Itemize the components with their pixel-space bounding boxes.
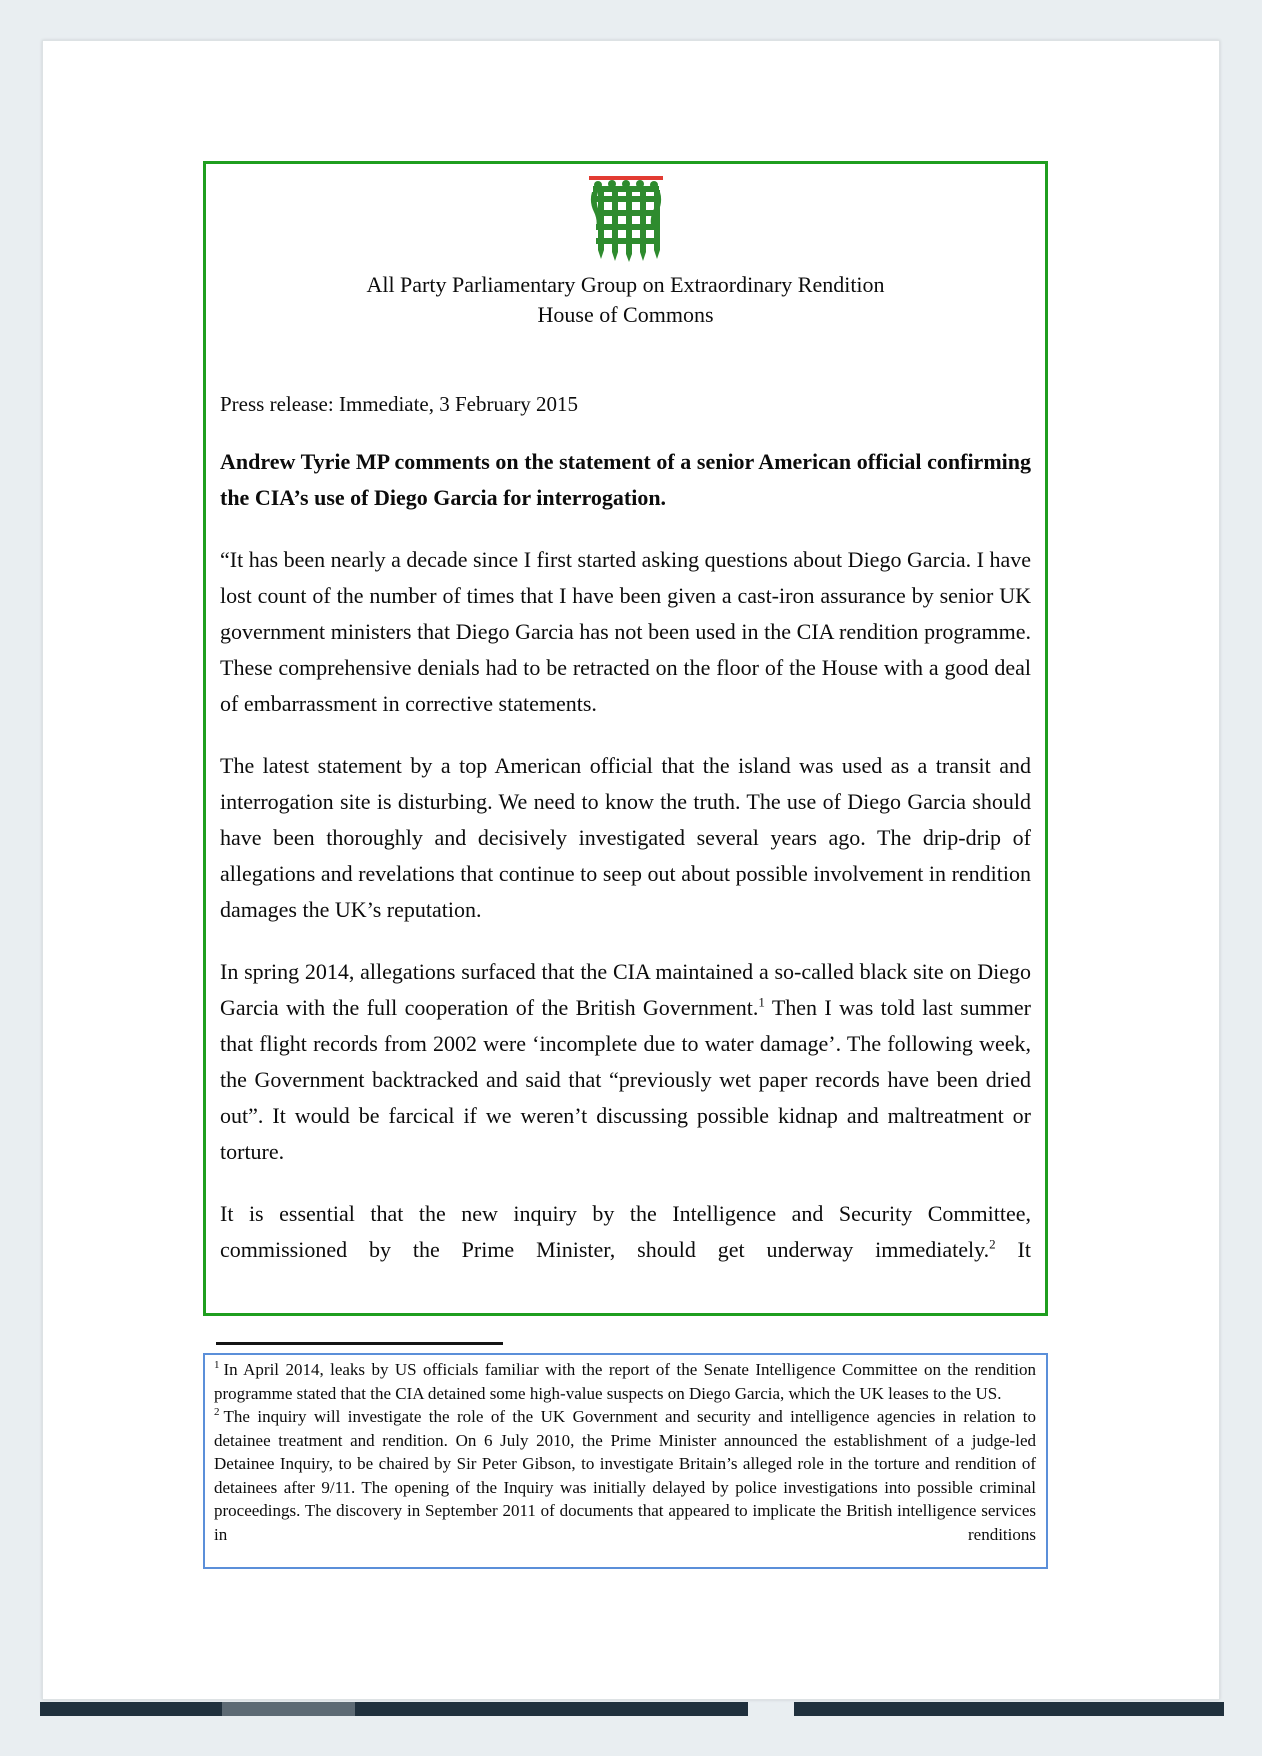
footnote-box [203,1353,1048,1569]
paragraph-text: It [995,1237,1031,1262]
green-border-frame [203,161,1048,1316]
portcullis-icon [590,180,662,262]
footnote-text-1: In April 2014, leaks by US officials familiar with the report of the Senate Intelligence Committee on the rendition programme stated that the CIA detained some high-value suspects on Diego Garcia, which the UK leases to the US. [214,1360,1036,1403]
body-paragraph-1: “It has been nearly a decade since I first started asking questions about Diego Garcia. I have lost count of the number of times that I have been given a cast-iron assurance by senior UK government ministers that Diego Garcia has not been used in the CIA rendition programme. These comprehensive denials had to be retracted on the floor of the House with a good deal of embarrassment in corrective statements. [220,547,1031,716]
document-body [206,390,1045,1268]
scrollbar-thumb[interactable] [222,1702,355,1716]
org-title-line2: House of Commons [537,302,714,327]
footnote-ref-2: 2 [989,1236,996,1252]
footnote-text-2: The inquiry will investigate the role of the UK Government and security and intelligence agencies in relation to detainee treatment and rendition. On 6 July 2010, the Prime Minister announced the establishment of a judge-led Detainee Inquiry, to be chaired by Sir Peter Gibson, to investigate Britain’s alleged role in the torture and rendition of detainees after 9/11. The opening of the Inquiry was initially delayed by police investigations into possible criminal proceedings. The discovery in September 2011 of documents that appeared to implicate the British intelligence services in renditions [214,1407,1036,1544]
footnote-number-2: 2 [214,1406,220,1419]
footnote-number-1: 1 [214,1359,220,1372]
bottom-bar-left [40,1702,748,1716]
footnote-ref-1: 1 [758,994,765,1010]
paragraph-text: It is essential that the new inquiry by the Intelligence and Security Committee, commissioned by the Prime Minister, should get underway immediately. [220,1201,1031,1262]
paragraph-text: In spring 2014, allegations surfaced that the CIA maintained a so-called black site on Diego Garcia with the full cooperation of the British Government. [220,959,1031,1020]
document-page [42,40,1220,1700]
footnote-2 [214,1405,1036,1546]
footnote-separator [216,1342,503,1345]
body-paragraph-4 [220,1196,1031,1268]
press-release-line: Press release: Immediate, 3 February 2015 [220,392,579,416]
body-paragraph-2: The latest statement by a top American official that the island was used as a transit and interrogation site is disturbing. We need to know the truth. The use of Diego Garcia should have been thoroughly and decisively investigated several years ago. The drip-drip of allegations and revelations that continue to seep out about possible involvement in rendition damages the UK’s reputation. [220,753,1031,922]
body-paragraph-3 [220,954,1031,1170]
headline: Andrew Tyrie MP comments on the statement of a senior American official confirming the CIA’s use of Diego Garcia for interrogation. [220,449,1031,510]
document-title-block [206,270,1045,330]
footnote-1 [214,1358,1036,1405]
org-title-line1: All Party Parliamentary Group on Extraordinary Rendition [366,272,885,297]
bottom-bar-right [794,1702,1224,1716]
paragraph-text: Then I was told last summer that flight records from 2002 were ‘incomplete due to water damage’. The following week, the Government backtracked and said that “previously wet paper records have been dried out”. It would be farcical if we weren’t discussing possible kidnap and maltreatment or torture. [220,995,1031,1164]
house-of-commons-logo [206,176,1045,262]
